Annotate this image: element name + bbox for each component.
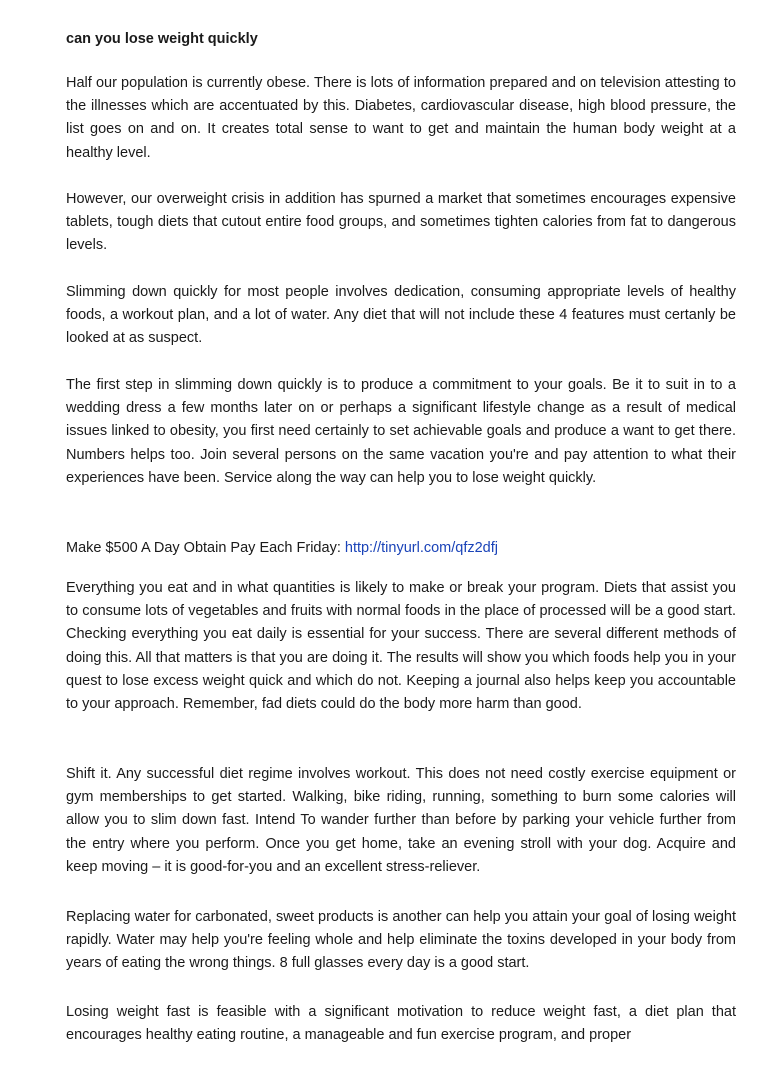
promo-line	[66, 537, 736, 560]
paragraph-workout: Shift it. Any successful diet regime involves workout. This does not need costly exercise equipment or gym memberships to get started. Walking, bike riding, running, something to burn some calories will allow you to slim down fast. Intend To wander further than before by parking your vehicle further from the entry where you perform. Once you get home, take an evening stroll with your dog. Acquire and keep moving – it is good-for-you and an excellent stress-reliever.	[66, 766, 736, 875]
paragraph-what-you-eat: Everything you eat and in what quantities is likely to make or break your program. Diets that assist you to consume lots of vegetables and fruits with normal foods in the place of processed will be a good start. Checking everything you eat daily is essential for your success. There are several different methods of doing this. All that matters is that you are doing it. The results will show you which foods help you in your quest to lose excess weight quick and which do not. Keeping a journal also helps keep you accountable to your approach. Remember, fad diets could do the body more harm than good.	[66, 580, 736, 713]
paragraph-slimming-down: Slimming down quickly for most people involves dedication, consuming appropriate levels of healthy foods, a workout plan, and a lot of water. Any diet that will not include these 4 features must certanly be looked at as suspect.	[66, 284, 736, 347]
paragraph-obesity: Half our population is currently obese. There is lots of information prepared and on television attesting to the illnesses which are accentuated by this. Diabetes, cardiovascular disease, high blood pressure, the list goes on and on. It creates total sense to want to get and maintain the human body weight at a healthy level.	[66, 75, 736, 161]
paragraph-overweight-crisis: However, our overweight crisis in addition has spurned a market that sometimes encourages expensive tablets, tough diets that cutout entire food groups, and sometimes tighten calories from fat to dangerous levels.	[66, 191, 736, 254]
paragraph-water: Replacing water for carbonated, sweet products is another can help you attain your goal of losing weight rapidly. Water may help you're feeling whole and help eliminate the toxins developed in your body from years of eating the wrong things. 8 full glasses every day is a good start.	[66, 909, 736, 972]
document-title: can you lose weight quickly	[66, 31, 258, 47]
paragraph-conclusion: Losing weight fast is feasible with a significant motivation to reduce weight fast, a diet plan that encourages healthy eating routine, a manageable and fun exercise program, and proper	[66, 1004, 736, 1044]
promo-link[interactable]: http://tinyurl.com/qfz2dfj	[344, 540, 498, 556]
paragraph-first-step: The first step in slimming down quickly is to produce a commitment to your goals. Be it to suit in to a wedding dress a few months later on or perhaps a significant lifestyle change as a result of medical issues linked to obesity, you first need certainly to set achievable goals and produce a want to get there. Numbers helps too. Join several persons on the same vacation you're and pay attention to what their experiences have been. Service along the way can help you to lose weight quickly.	[66, 377, 736, 486]
promo-text: Make $500 A Day Obtain Pay Each Friday:	[66, 540, 345, 556]
